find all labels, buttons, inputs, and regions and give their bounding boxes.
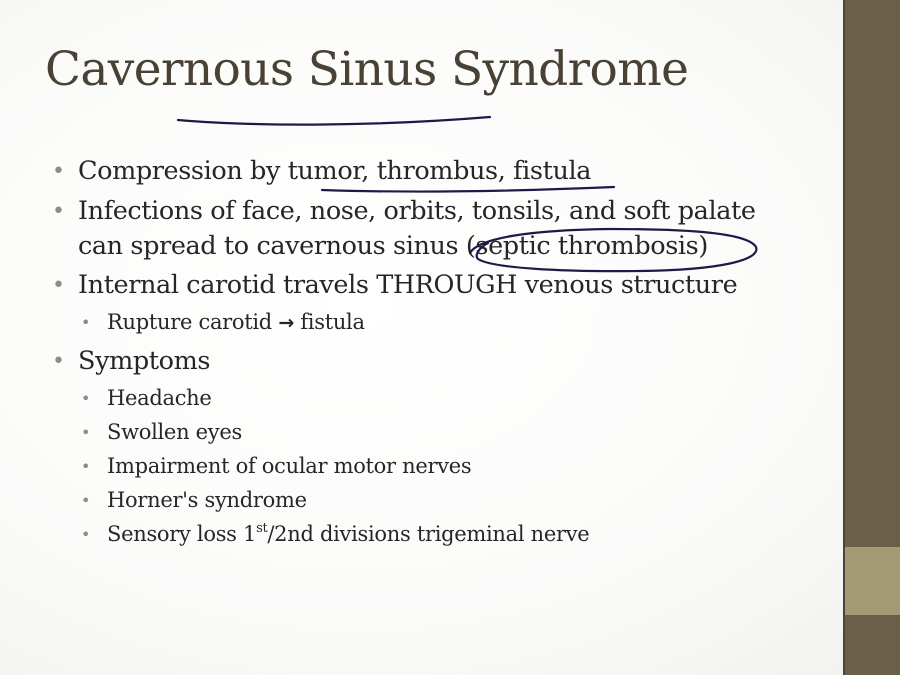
sub-bullet-text: Swollen eyes (107, 420, 242, 444)
bullet-internal-carotid (52, 268, 832, 338)
sub-bullet-dot-icon: • (81, 491, 91, 510)
slide-title: Cavernous Sinus Syndrome (45, 42, 689, 97)
bullet-symptoms (52, 344, 832, 549)
title-underline-stroke (178, 117, 490, 125)
sub-bullet-list (78, 307, 832, 338)
sub-bullet-swollen-eyes (52, 417, 832, 447)
sub-bullet-ocular-motor (52, 451, 832, 481)
side-accent-block (845, 547, 900, 615)
sub-bullet-dot-icon: • (81, 457, 91, 476)
bullet-dot-icon: • (52, 199, 65, 224)
bullet-text: Compression by tumor, thrombus, fistula (78, 156, 592, 186)
bullet-text: Internal carotid travels THROUGH venous structure (78, 270, 738, 300)
sub-bullet-rupture-carotid (52, 307, 832, 338)
bullet-dot-icon: • (52, 273, 65, 298)
sub-bullet-list (78, 383, 832, 549)
sub-bullet-dot-icon: • (81, 525, 91, 544)
sub-bullet-text: Rupture carotid (107, 310, 279, 334)
sub-bullet-text-post: /2nd divisions trigeminal nerve (267, 522, 590, 546)
sub-bullet-sensory-loss (52, 519, 832, 549)
sub-bullet-horners (52, 485, 832, 515)
bullet-dot-icon: • (52, 159, 65, 184)
bullet-list (52, 154, 832, 554)
superscript-text: st (256, 521, 268, 536)
sub-bullet-text: Sensory loss 1 (107, 522, 257, 546)
bullet-dot-icon: • (52, 349, 65, 374)
bullet-text-line1: Infections of face, nose, orbits, tonsils, and soft palate (78, 196, 756, 226)
bullet-compression (52, 154, 832, 189)
sub-bullet-text: Impairment of ocular motor nerves (107, 454, 472, 478)
sub-bullet-dot-icon: • (81, 313, 91, 332)
sub-bullet-headache (52, 383, 832, 413)
sub-bullet-dot-icon: • (81, 389, 91, 408)
sub-bullet-text: Horner's syndrome (107, 488, 307, 512)
bullet-infections (52, 194, 832, 264)
sub-bullet-text-after: fistula (293, 310, 365, 334)
sub-bullet-dot-icon: • (81, 423, 91, 442)
sub-bullet-text: Headache (107, 386, 212, 410)
right-arrow-icon: → (278, 312, 294, 334)
bullet-text: Symptoms (78, 346, 211, 376)
bullet-text-line2: can spread to cavernous sinus (septic thrombosis) (78, 231, 708, 261)
